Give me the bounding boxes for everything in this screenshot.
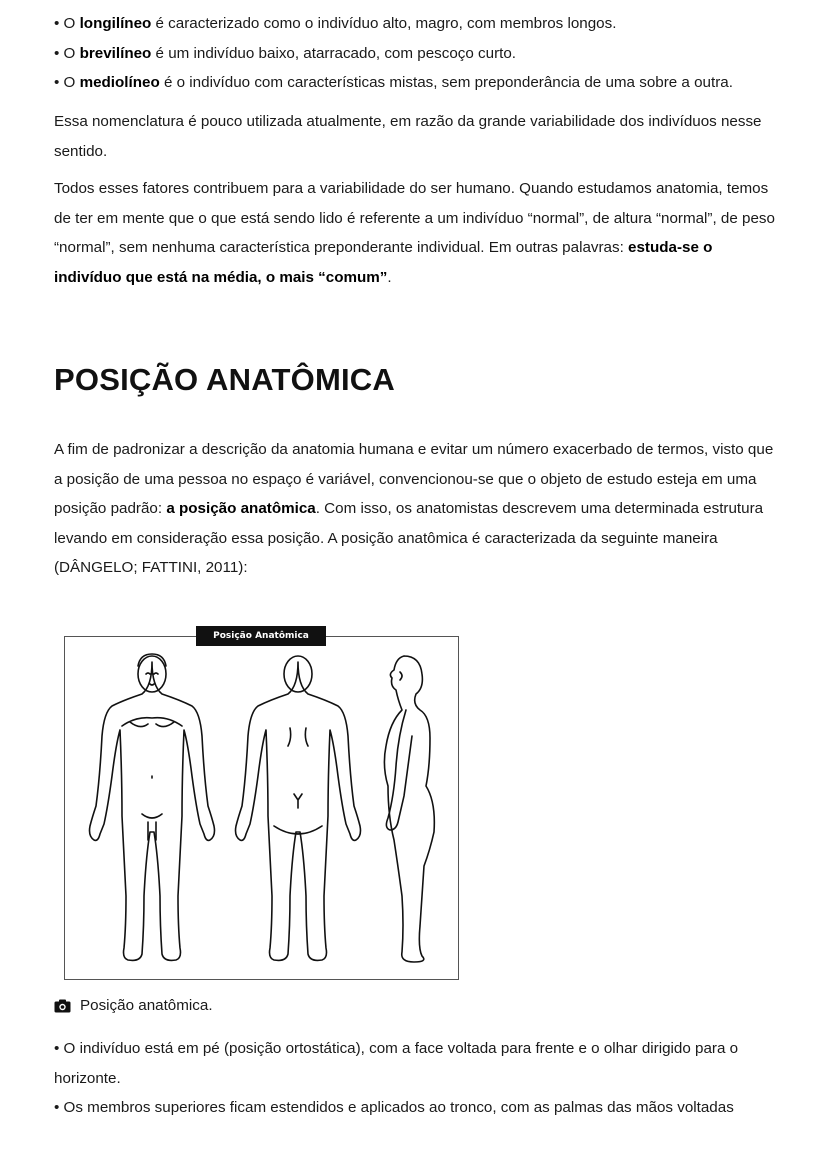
camera-icon <box>54 999 71 1013</box>
emphasis-text: a posição anatômica <box>166 500 316 517</box>
front-view-figure <box>90 654 215 960</box>
anatomical-position-paragraph: A fim de padronizar a descrição da anatomia humana e evitar um número exacerbado de termos, visto que a posição de uma pessoa no espaço é variável, convencionou-se que o objeto de estudo esteja em uma posição padrão: a posição anatômica. Com isso, os anatomistas descrevem uma determinada estrutura levando em consideração essa posição. A posição anatômica é caracterizada da seguinte maneira (DÂNGELO; FATTINI, 2011): <box>54 441 774 576</box>
list-item: • O indivíduo está em pé (posição ortostática), com a face voltada para frente e o olhar dirigido para o horizonte. <box>54 1040 739 1087</box>
figure-title: Posição Anatômica <box>196 626 326 646</box>
back-view-figure <box>236 656 361 960</box>
anatomical-position-list <box>54 1034 776 1123</box>
list-item: • O mediolíneo é o indivíduo com características mistas, sem preponderância de uma sobre a outra. <box>54 74 733 91</box>
section-heading: POSIÇÃO ANATÔMICA <box>54 362 395 397</box>
list-item: • Os membros superiores ficam estendidos e aplicados ao tronco, com as palmas das mãos voltadas <box>54 1099 734 1116</box>
emphasis-text: estuda-se o indivíduo que está na média, o mais “comum” <box>54 239 713 286</box>
list-item: • O brevilíneo é um indivíduo baixo, atarracado, com pescoço curto. <box>54 44 517 62</box>
caption-text: Posição anatômica. <box>80 997 213 1014</box>
variability-paragraph: Todos esses fatores contribuem para a variabilidade do ser humano. Quando estudamos anatomia, temos de ter em mente que o que está sendo lido é referente a um indivíduo “normal”, de altura “normal”, de peso “normal”, sem nenhuma característica preponderante individual. Em outras palavras: estuda-se o indivíduo que está na média, o mais “comum”. <box>54 180 775 286</box>
list-item: • O longilíneo é caracterizado como o indivíduo alto, magro, com membros longos. <box>54 15 617 32</box>
human-figures-illustration <box>64 626 459 980</box>
nomenclature-paragraph: Essa nomenclatura é pouco utilizada atualmente, em razão da grande variabilidade dos indivíduos nesse sentido. <box>54 113 762 160</box>
side-view-figure <box>384 656 434 962</box>
term-longilineo: longilíneo <box>79 15 152 32</box>
body-type-list <box>54 9 776 98</box>
term-brevilineo: brevilíneo <box>79 44 152 62</box>
term-mediolineo: mediolíneo <box>79 74 160 91</box>
figure-caption <box>54 997 213 1014</box>
anatomical-position-figure <box>64 626 459 980</box>
